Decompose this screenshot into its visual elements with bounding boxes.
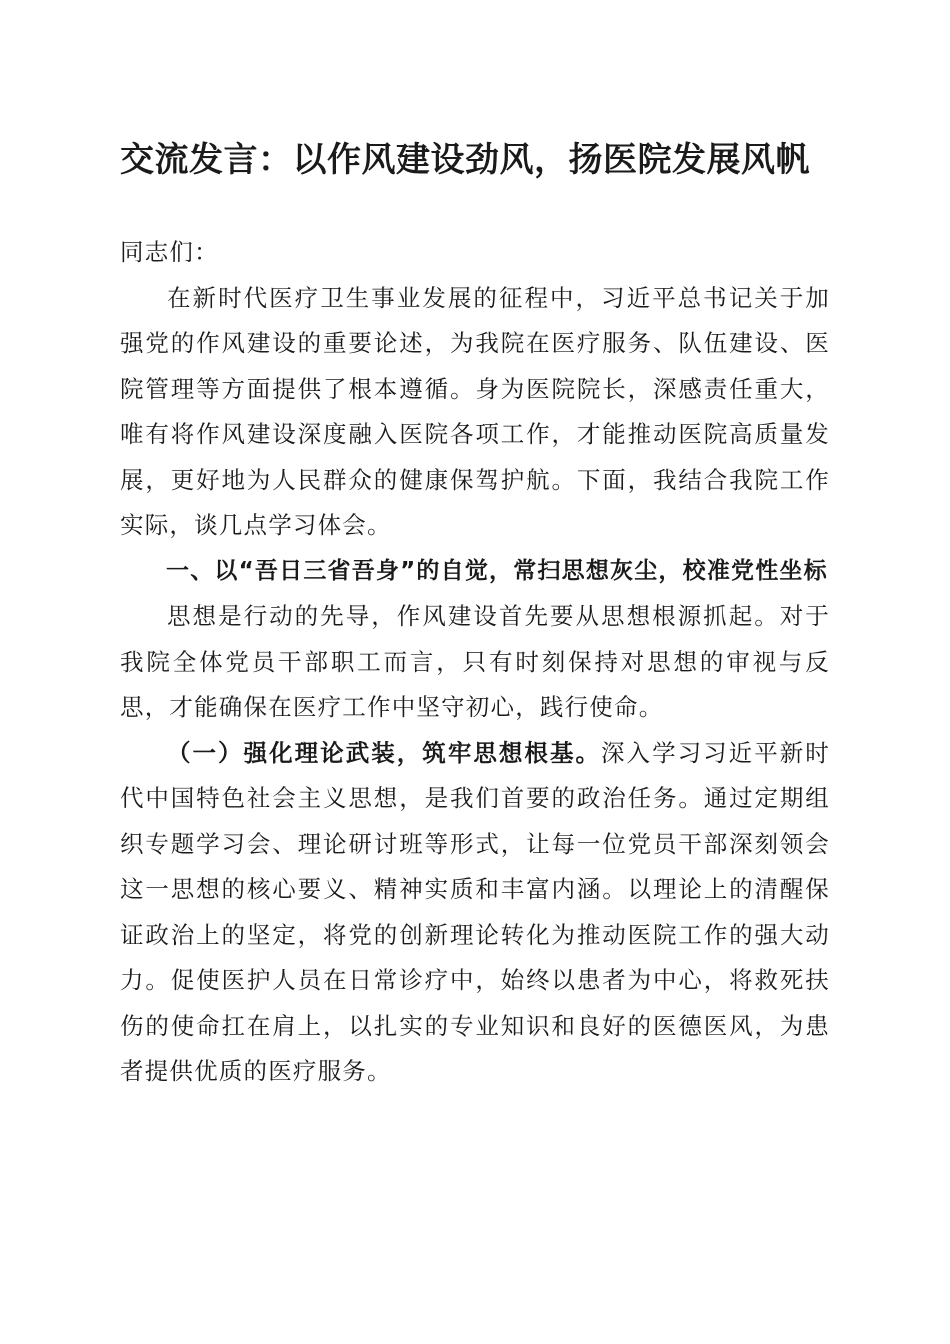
section-heading: 一、以“吾日三省吾身”的自觉，常扫思想灰尘，校准党性坐标 [166,557,828,584]
document-body [120,230,830,1095]
subsection-text: 深入学习习近平新时代中国特色社会主义思想，是我们首要的政治任务。通过定期组织专题学习会、理论研讨班等形式，让每一位党员干部深刻领会这一思想的核心要义、精神实质和丰富内涵。以理论上的清醒保证政治上的坚定，将党的创新理论转化为推动医院工作的强大动力。促使医护人员在日常诊疗中，始终以患者为中心，将救死扶伤的使命扛在肩上，以扎实的专业知识和良好的医德医风，为患者提供优质的医疗服务。 [120,738,830,1085]
subsection-lead: （一）强化理论武装，筑牢思想根基。 [167,738,602,767]
salutation: 同志们： [120,238,219,266]
section-paragraph: 思想是行动的先导，作风建设首先要从思想根源抓起。对于我院全体党员干部职工而言，只有时刻保持对思想的审视与反思，才能确保在医疗工作中坚守初心，践行使命。 [120,602,830,721]
document-page [120,0,830,1095]
subsection-paragraph [120,731,830,1095]
document-title: 交流发言：以作风建设劲风，扬医院发展风帆 [120,140,810,180]
intro-paragraph: 在新时代医疗卫生事业发展的征程中，习近平总书记关于加强党的作风建设的重要论述，为我院在医疗服务、队伍建设、医院管理等方面提供了根本遵循。身为医院院长，深感责任重大，唯有将作风建设深度融入医院各项工作，才能推动医院高质量发展，更好地为人民群众的健康保驾护航。下面，我结合我院工作实际，谈几点学习体会。 [120,283,830,539]
